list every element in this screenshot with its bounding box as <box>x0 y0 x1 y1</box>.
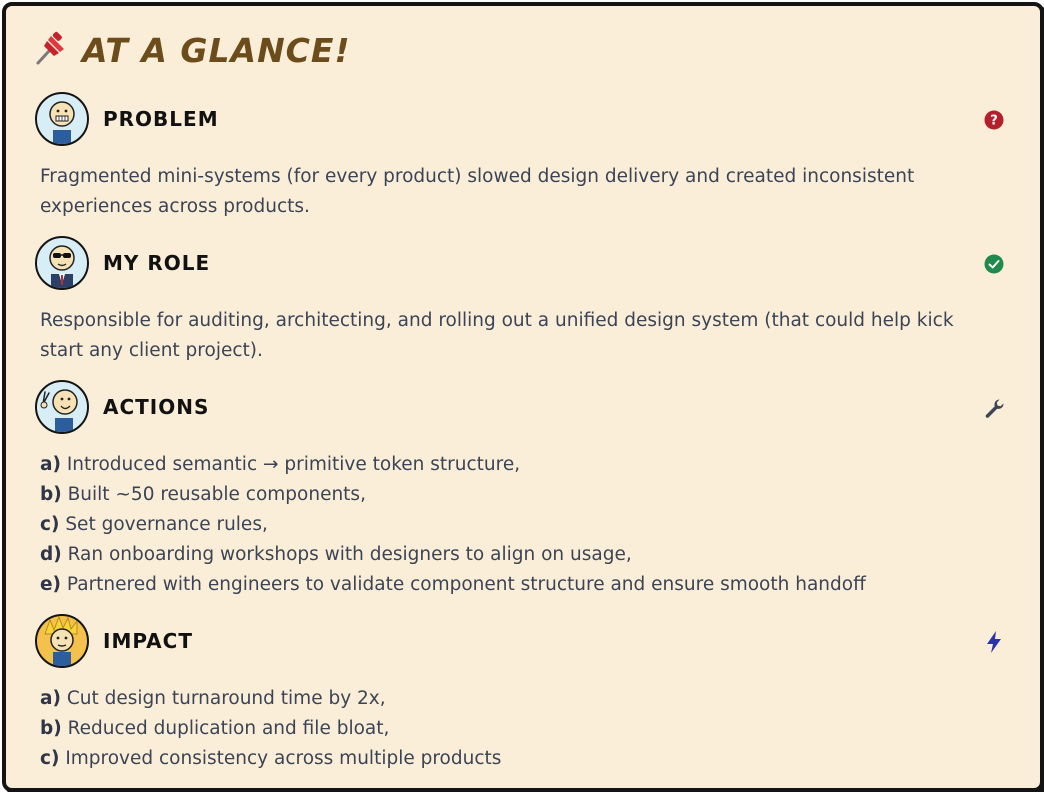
list-item <box>40 684 1000 714</box>
list-marker: e) <box>40 574 62 595</box>
lightning-bolt-icon <box>982 630 1006 654</box>
list-marker: a) <box>40 454 61 475</box>
section-title-actions: ACTIONS <box>103 395 210 419</box>
list-item-text: Improved consistency across multiple products <box>65 748 502 769</box>
avatar-problem <box>35 92 89 146</box>
list-item <box>40 510 1000 540</box>
check-circle-icon <box>982 252 1006 276</box>
list-item-text: Set governance rules, <box>65 514 268 535</box>
list-marker: a) <box>40 688 61 709</box>
section-title-problem: PROBLEM <box>103 107 219 131</box>
list-marker: c) <box>40 514 60 535</box>
page-title: AT A GLANCE! <box>82 30 351 70</box>
list-marker: d) <box>40 544 62 565</box>
section-header-my-role <box>35 236 210 290</box>
list-item-text: Partnered with engineers to validate component structure and ensure smooth handoff <box>66 574 866 595</box>
list-item <box>40 540 1000 570</box>
list-item-text: Reduced duplication and file bloat, <box>67 718 390 739</box>
impact-list <box>40 684 1000 774</box>
avatar-impact <box>35 614 89 668</box>
problem-text: Fragmented mini-systems (for every product) slowed design delivery and created inconsistent experiences across products. <box>40 166 915 217</box>
list-marker: b) <box>40 718 62 739</box>
list-item <box>40 570 1000 600</box>
section-header-actions <box>35 380 209 434</box>
wrench-icon <box>982 396 1006 420</box>
my-role-text: Responsible for auditing, architecting, and rolling out a unified design system (that could help kick start any client project). <box>40 310 954 361</box>
section-header-problem <box>35 92 219 146</box>
list-marker: c) <box>40 748 60 769</box>
list-item <box>40 714 1000 744</box>
avatar-my-role <box>35 236 89 290</box>
actions-list <box>40 450 1000 600</box>
question-circle-icon <box>982 108 1006 132</box>
pushpin-icon <box>34 30 70 70</box>
section-title-my-role: MY ROLE <box>103 251 211 275</box>
list-item <box>40 450 1000 480</box>
list-item-text: Built ~50 reusable components, <box>67 484 366 505</box>
list-item-text: Ran onboarding workshops with designers to align on usage, <box>67 544 632 565</box>
svg-text:?: ? <box>990 113 998 129</box>
avatar-actions <box>35 380 89 434</box>
list-item-text: Introduced semantic → primitive token structure, <box>66 454 521 475</box>
list-marker: b) <box>40 484 62 505</box>
section-title-impact: IMPACT <box>103 629 193 653</box>
list-item-text: Cut design turnaround time by 2x, <box>66 688 386 709</box>
list-item <box>40 480 1000 510</box>
section-header-impact <box>35 614 193 668</box>
list-item <box>40 744 1000 774</box>
card-header <box>34 30 351 70</box>
